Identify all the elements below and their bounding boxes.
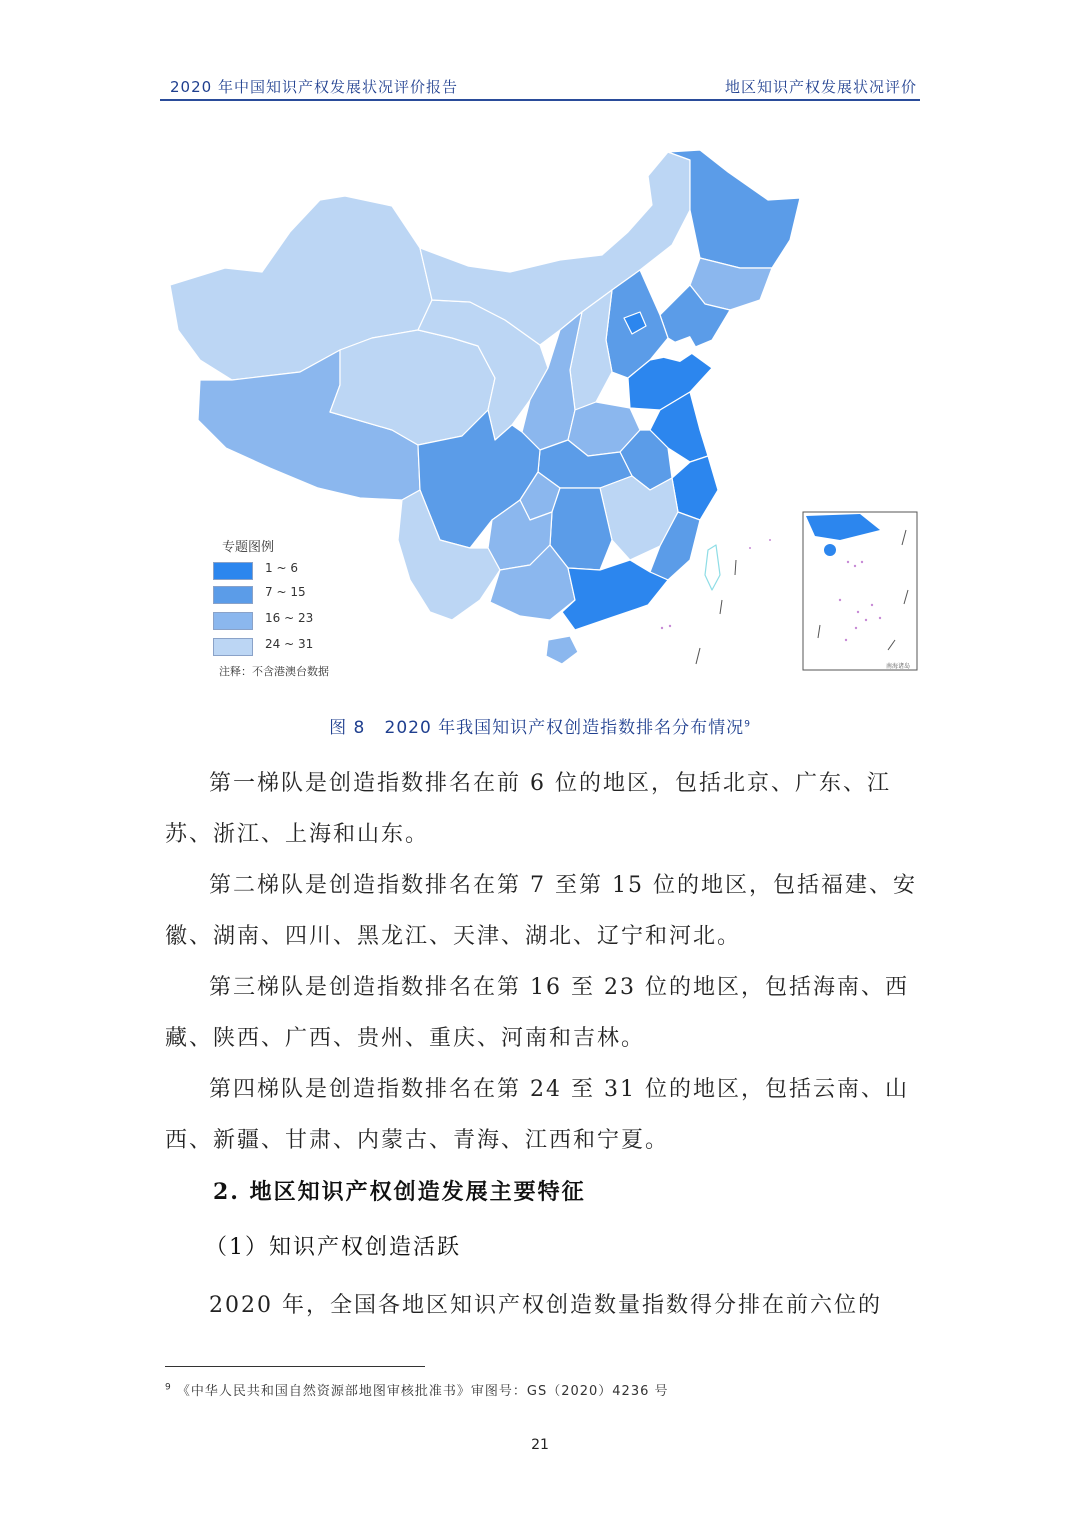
paragraph-intro: 2020 年，全国各地区知识产权创造数量指数得分排在前六位的	[209, 1293, 882, 1318]
footnote-text: 《中华人民共和国自然资源部地图审核批准书》审图号：GS（2020）4236 号	[176, 1384, 669, 1399]
section-heading: 2. 地区知识产权创造发展主要特征	[213, 1179, 586, 1205]
paragraph-tier-1: 第一梯队是创造指数排名在前 6 位的地区，包括北京、广东、江苏、浙江、上海和山东。	[165, 771, 891, 847]
legend-item	[213, 560, 353, 580]
figure-number: 图 8	[329, 718, 366, 738]
figure-caption	[0, 713, 1080, 738]
header-report-title: 2020 年中国知识产权发展状况评价报告	[170, 78, 458, 96]
legend-swatch	[213, 562, 253, 580]
legend-item	[213, 610, 353, 630]
legend-swatch	[213, 612, 253, 630]
legend-title: 专题图例	[222, 540, 275, 555]
footnote	[165, 1380, 669, 1399]
legend-item	[213, 636, 353, 656]
region-hainan	[546, 636, 578, 664]
caption-footnote-mark: 9	[744, 719, 751, 730]
legend-label: 24 ~ 31	[265, 637, 314, 651]
page-number: 21	[531, 1437, 549, 1453]
region-zhejiang	[672, 456, 718, 520]
header-rule	[160, 99, 920, 101]
paragraph-tier-3: 第三梯队是创造指数排名在第 16 至 23 位的地区，包括海南、西藏、陕西、广西、贵州、重庆、河南和吉林。	[165, 975, 909, 1051]
header-section-title: 地区知识产权发展状况评价	[724, 78, 917, 96]
region-taiwan-outline	[705, 545, 720, 590]
figure-caption-text: 2020 年我国知识产权创造指数排名分布情况	[384, 718, 745, 738]
legend-label: 7 ~ 15	[265, 585, 306, 599]
paragraph-tier-2: 第二梯队是创造指数排名在第 7 至第 15 位的地区，包括福建、安徽、湖南、四川、黑龙江、天津、湖北、辽宁和河北。	[165, 873, 917, 949]
footnote-rule	[165, 1366, 425, 1367]
legend-note: 注释：不含港澳台数据	[219, 665, 329, 678]
footnote-mark: 9	[165, 1382, 172, 1393]
legend-item	[213, 584, 353, 604]
legend-label: 1 ~ 6	[265, 561, 298, 575]
paragraph-tier-4: 第四梯队是创造指数排名在第 24 至 31 位的地区，包括云南、山西、新疆、甘肃、内蒙古、青海、江西和宁夏。	[165, 1077, 909, 1153]
legend-swatch	[213, 586, 253, 604]
legend-label: 16 ~ 23	[265, 611, 314, 625]
subsection-heading: （1）知识产权创造活跃	[205, 1235, 461, 1260]
legend-swatch	[213, 638, 253, 656]
inset-label: 南海诸岛	[886, 663, 911, 670]
